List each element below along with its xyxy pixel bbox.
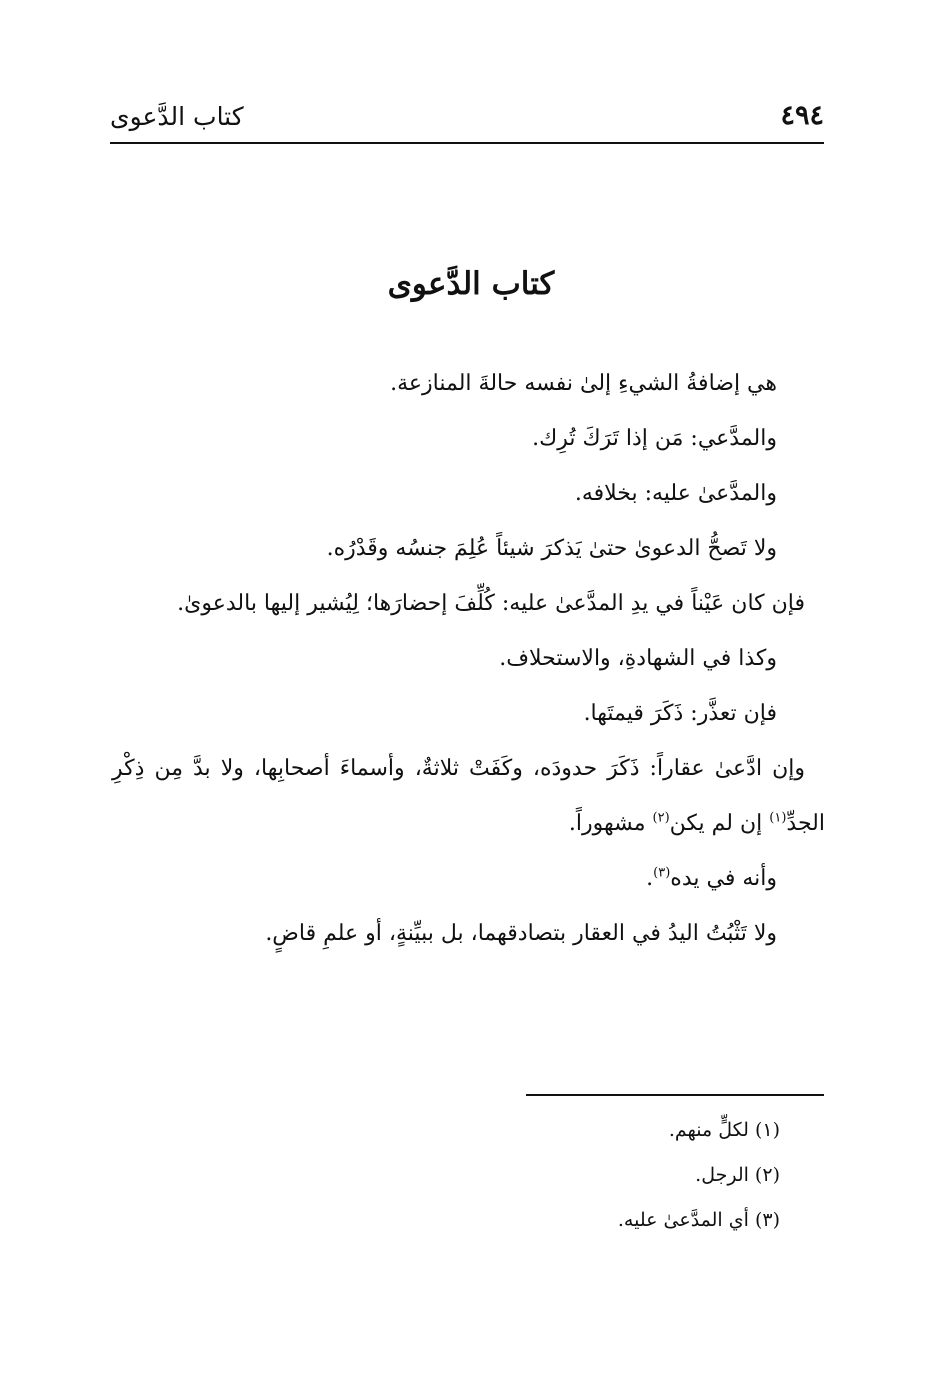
- running-header: [110, 98, 824, 144]
- paragraph-real-estate: [112, 741, 825, 851]
- paragraph-testimony: وكذا في الشهادةِ، والاستحلاف.: [499, 646, 777, 671]
- footnotes: [112, 1108, 780, 1243]
- possession-text-a: وأنه في يده: [670, 866, 777, 891]
- real-estate-text-c: مشهوراً.: [568, 811, 653, 836]
- paragraph-validity: ولا تَصحُّ الدعوىٰ حتىٰ يَذكرَ شيئاً عُلِمَ جنسُه وقَدْرُه.: [326, 536, 777, 561]
- footnote-2: (٢) الرجل.: [695, 1164, 780, 1186]
- paragraph-defendant: والمدَّعىٰ عليه: بخلافه.: [574, 481, 777, 506]
- paragraph-possession: [112, 851, 825, 906]
- footnote-3: (٣) أي المدَّعىٰ عليه.: [617, 1209, 780, 1231]
- real-estate-text-a: وإن ادَّعىٰ عقاراً: ذَكَرَ حدودَه، وكَفَتْ ثلاثةٌ، وأسماءَ أصحابِها، ولا بدَّ مِن ذِكْرِ الجدِّ: [112, 756, 825, 836]
- possession-text-b: .: [646, 866, 654, 891]
- main-text: [112, 356, 825, 961]
- paragraph-value: فإن تعذَّر: ذَكَرَ قيمتَها.: [583, 701, 777, 726]
- paragraph-proof: ولا تَثْبُتُ اليدُ في العقار بتصادقهما، بل ببيِّنةٍ، أو علمِ قاضٍ.: [265, 921, 777, 946]
- paragraph-definition: هي إضافةُ الشيءِ إلىٰ نفسه حالةَ المنازعة.: [390, 371, 777, 396]
- paragraph-specific-item: فإن كان عَيْناً في يدِ المدَّعىٰ عليه: كُلِّفَ إحضارَها؛ لِيُشير إليها بالدعوىٰ.: [177, 591, 805, 616]
- page-number: ٤٩٤: [780, 100, 824, 131]
- real-estate-text-b: إن لم يكن: [669, 811, 770, 836]
- footnote-1: (١) لكلٍّ منهم.: [668, 1119, 780, 1141]
- footnote-ref-2[interactable]: (٢): [652, 810, 670, 826]
- footnote-separator: [526, 1094, 824, 1096]
- paragraph-claimant: والمدَّعي: مَن إذا تَرَكَ تُرِك.: [532, 426, 777, 451]
- running-header-title: كتاب الدَّعوى: [110, 102, 244, 131]
- chapter-title: كتاب الدَّعوى: [387, 266, 555, 302]
- footnote-ref-1[interactable]: (١): [769, 810, 787, 826]
- footnote-ref-3[interactable]: (٣): [653, 865, 671, 881]
